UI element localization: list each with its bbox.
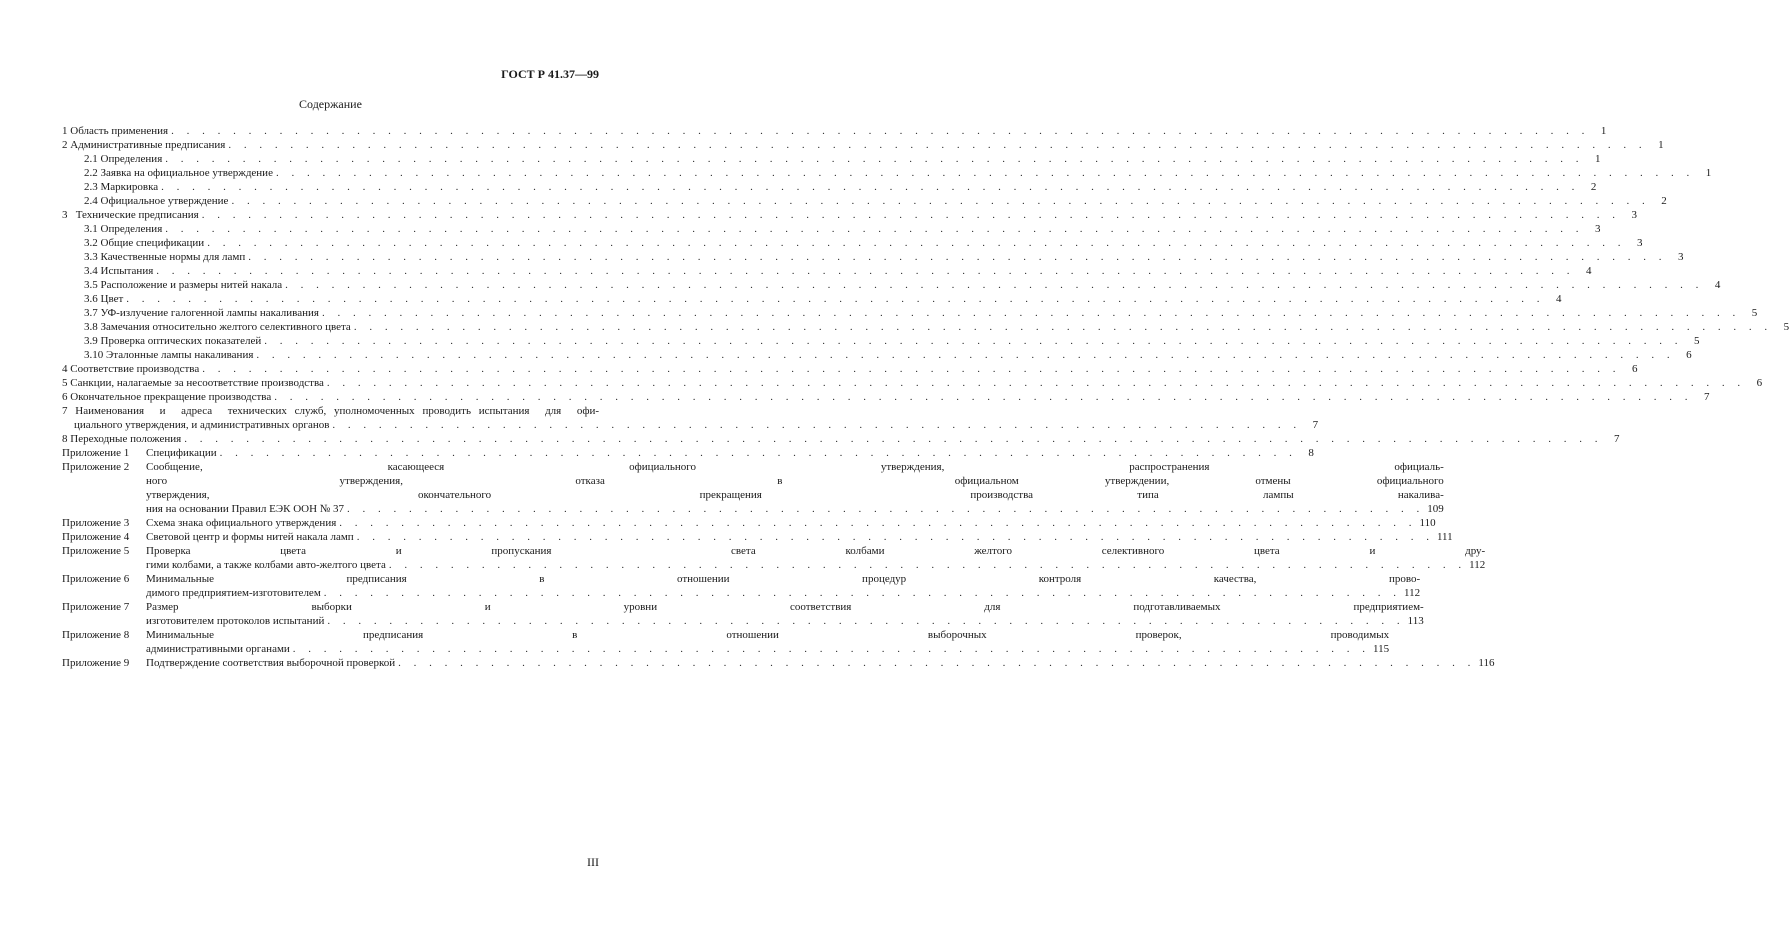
appendix-name: Приложение 9	[62, 657, 130, 669]
toc-entry-page: 1	[1600, 125, 1607, 137]
toc-entry-page: 7	[1704, 391, 1710, 403]
toc-entry-page: 5	[1751, 307, 1758, 319]
toc-entry-page: 6	[1756, 377, 1763, 389]
toc-entry[interactable]	[62, 264, 1592, 278]
dot-leader	[276, 166, 1694, 180]
toc-entry-page: 3	[1595, 223, 1601, 235]
dot-leader	[354, 320, 1772, 334]
toc-entry[interactable]	[62, 124, 1607, 138]
toc-entry[interactable]	[62, 138, 1664, 152]
dot-leader	[339, 516, 1416, 530]
dot-leader	[231, 194, 1649, 208]
toc-entry-label: 1 Область применения	[62, 125, 169, 137]
toc-entry[interactable]	[62, 362, 1638, 376]
toc-entry-page: 5	[1783, 321, 1789, 333]
appendix-title: ния на основании Правил ЕЭК ООН № 37	[146, 503, 345, 515]
toc-entry[interactable]	[62, 194, 1667, 208]
toc-entry-page: 1	[1658, 139, 1664, 151]
appendix-page: 110	[1419, 517, 1436, 529]
toc-appendix-entry[interactable]	[62, 516, 1436, 530]
dot-leader	[264, 334, 1682, 348]
appendix-page: 116	[1478, 657, 1495, 669]
appendix-page: 8	[1308, 447, 1314, 459]
toc-entry[interactable]	[62, 390, 1710, 404]
toc-entry[interactable]	[62, 152, 1601, 166]
dot-leader	[347, 502, 1424, 516]
page-number: III	[587, 855, 599, 869]
appendix-title-line: Сообщение, касающееся официального утверждения, распространения официаль-	[146, 461, 1444, 473]
appendix-title: административными органами	[146, 643, 290, 655]
appendix-title-line: Проверка цвета и пропускания света колбами желтого селективного цвета и дру-	[146, 545, 1486, 557]
dot-leader	[398, 656, 1475, 670]
appendix-title: изготовителем протоколов испытаний	[146, 615, 325, 627]
toc-entry-page: 1	[1705, 167, 1712, 179]
toc-appendix-entry[interactable]	[62, 628, 1390, 656]
toc-entry[interactable]	[62, 306, 1758, 320]
toc-entry-label-line: 7 Наименования и адреса технических служб, уполномоченных проводить испытания для офи-	[62, 405, 599, 417]
toc-entry-label: 3.8 Замечания относительно желтого селективного цвета	[84, 321, 351, 333]
toc-entry-label: 3.9 Проверка оптических показателей	[84, 335, 262, 347]
toc-entry-page: 7	[1312, 419, 1319, 431]
toc-appendix-entry[interactable]	[62, 600, 1424, 628]
toc-entry-label: 3 Технические предписания	[62, 209, 199, 221]
dot-leader	[248, 250, 1666, 264]
toc-entry-page: 4	[1586, 265, 1592, 277]
appendix-name: Приложение 5	[62, 545, 130, 557]
toc-entry-label: 3.1 Определения	[84, 223, 163, 235]
toc-entry[interactable]	[62, 292, 1562, 306]
toc-title: Содержание	[299, 97, 362, 111]
toc-entry-label: 2.4 Официальное утверждение	[84, 195, 229, 207]
toc-appendix-entry[interactable]	[62, 460, 1444, 516]
appendix-title-line: Размер выборки и уровни соответствия для подготавливаемых предприятием-	[146, 601, 1424, 613]
toc-entry-label: 2.2 Заявка на официальное утверждение	[84, 167, 273, 179]
toc-entry-label: 2.3 Маркировка	[84, 181, 159, 193]
toc-entry-page: 6	[1686, 349, 1692, 361]
toc-appendix-entry[interactable]	[62, 656, 1495, 670]
toc-entry-page: 4	[1714, 279, 1721, 291]
toc-entry[interactable]	[62, 334, 1700, 348]
toc-appendix-entry[interactable]	[62, 572, 1421, 600]
appendix-title: Световой центр и формы нитей накала ламп	[146, 531, 354, 543]
toc-entry-label: 6 Окончательное прекращение производства	[62, 391, 272, 403]
toc-entry[interactable]	[62, 208, 1637, 222]
toc-entry-label: 3.7 УФ-излучение галогенной лампы накаливания	[84, 307, 319, 319]
toc-entry-page: 2	[1661, 195, 1667, 207]
appendix-page: 115	[1373, 643, 1390, 655]
appendix-title-line: ного утверждения, отказа в официальном утверждении, отмены официального	[146, 475, 1444, 487]
toc-entry-label: 3.4 Испытания	[84, 265, 154, 277]
dot-leader	[165, 222, 1583, 236]
dot-leader	[126, 292, 1544, 306]
dot-leader	[161, 180, 1579, 194]
toc-entry[interactable]	[62, 376, 1763, 390]
dot-leader	[156, 264, 1574, 278]
dot-leader	[327, 614, 1404, 628]
appendix-name: Приложение 4	[62, 531, 130, 543]
appendix-name: Приложение 1	[62, 447, 130, 459]
table-of-contents	[62, 124, 1789, 670]
appendix-name: Приложение 2	[62, 461, 130, 473]
toc-entry-label: 4 Соответствие производства	[62, 363, 200, 375]
appendix-name: Приложение 3	[62, 517, 130, 529]
toc-entry-label: 2 Административные предписания	[62, 139, 226, 151]
toc-entry-label: 3.10 Эталонные лампы накаливания	[84, 349, 254, 361]
toc-entry-label: 3.5 Расположение и размеры нитей накала	[84, 279, 283, 291]
toc-appendix-entry[interactable]	[62, 544, 1486, 572]
dot-leader	[256, 348, 1674, 362]
toc-appendix-entry[interactable]	[62, 530, 1453, 544]
toc-entry-page: 7	[1613, 433, 1620, 445]
dot-leader	[202, 208, 1620, 222]
toc-entry-label: 3.3 Качественные нормы для ламп	[84, 251, 246, 263]
toc-entry-label: 5 Санкции, налагаемые за несоответствие производства	[62, 377, 324, 389]
dot-leader	[202, 362, 1620, 376]
appendix-title: гими колбами, а также колбами авто-желтого цвета	[146, 559, 386, 571]
toc-entry[interactable]	[62, 222, 1601, 236]
appendix-name: Приложение 7	[62, 601, 130, 613]
document-code: ГОСТ Р 41.37—99	[501, 67, 599, 81]
dot-leader	[228, 138, 1646, 152]
toc-entry-label: 8 Переходные положения	[62, 433, 182, 445]
toc-entry-page: 2	[1590, 181, 1597, 193]
dot-leader	[165, 152, 1583, 166]
toc-entry-page: 5	[1694, 335, 1700, 347]
appendix-title: Подтверждение соответствия выборочной проверкой	[146, 657, 396, 669]
toc-appendix-entry[interactable]	[62, 446, 1314, 460]
dot-leader	[184, 432, 1602, 446]
toc-entry[interactable]	[62, 404, 1319, 432]
dot-leader	[207, 236, 1625, 250]
appendix-title-line: Минимальные предписания в отношении выборочных проверок, проводимых	[146, 629, 1390, 641]
dot-leader	[171, 124, 1589, 138]
dot-leader	[357, 530, 1434, 544]
appendix-page: 112	[1404, 587, 1421, 599]
toc-entry-label: 3.2 Общие спецификации	[84, 237, 205, 249]
dot-leader	[332, 418, 1301, 432]
toc-entry[interactable]	[62, 320, 1789, 334]
toc-entry[interactable]	[62, 180, 1597, 194]
toc-entry-page: 3	[1636, 237, 1643, 249]
toc-entry[interactable]	[62, 236, 1643, 250]
toc-entry[interactable]	[62, 250, 1684, 264]
toc-entry-label-line: циального утверждения, и административных органов	[74, 419, 330, 431]
appendix-page: 113	[1407, 615, 1424, 627]
toc-entry-page: 3	[1631, 209, 1637, 221]
dot-leader	[324, 586, 1401, 600]
toc-entry-page: 3	[1678, 251, 1684, 263]
appendix-page: 109	[1427, 503, 1444, 515]
appendix-title: Схема знака официального утверждения	[146, 517, 337, 529]
dot-leader	[389, 558, 1466, 572]
toc-entry[interactable]	[62, 166, 1712, 180]
dot-leader	[274, 390, 1692, 404]
appendix-title-line: утверждения, окончательного прекращения производства типа лампы накалива-	[146, 489, 1444, 501]
toc-entry-label: 2.1 Определения	[84, 153, 163, 165]
toc-entry-page: 6	[1632, 363, 1638, 375]
appendix-page: 112	[1469, 559, 1486, 571]
appendix-title: Спецификации	[146, 447, 217, 459]
appendix-name: Приложение 8	[62, 629, 130, 641]
appendix-title: димого предприятием-изготовителем	[146, 587, 321, 599]
dot-leader	[293, 642, 1370, 656]
toc-entry[interactable]	[62, 278, 1721, 292]
dot-leader	[285, 278, 1703, 292]
toc-entry-page: 1	[1595, 153, 1601, 165]
appendix-page: 111	[1436, 531, 1453, 543]
dot-leader	[322, 306, 1740, 320]
appendix-title-line: Минимальные предписания в отношении процедур контроля качества, прово-	[146, 573, 1421, 585]
toc-entry-label: 3.6 Цвет	[84, 293, 124, 305]
toc-entry-page: 4	[1556, 293, 1562, 305]
dot-leader	[220, 446, 1297, 460]
appendix-name: Приложение 6	[62, 573, 130, 585]
toc-entry[interactable]	[62, 432, 1620, 446]
toc-entry[interactable]	[62, 348, 1692, 362]
dot-leader	[327, 376, 1745, 390]
